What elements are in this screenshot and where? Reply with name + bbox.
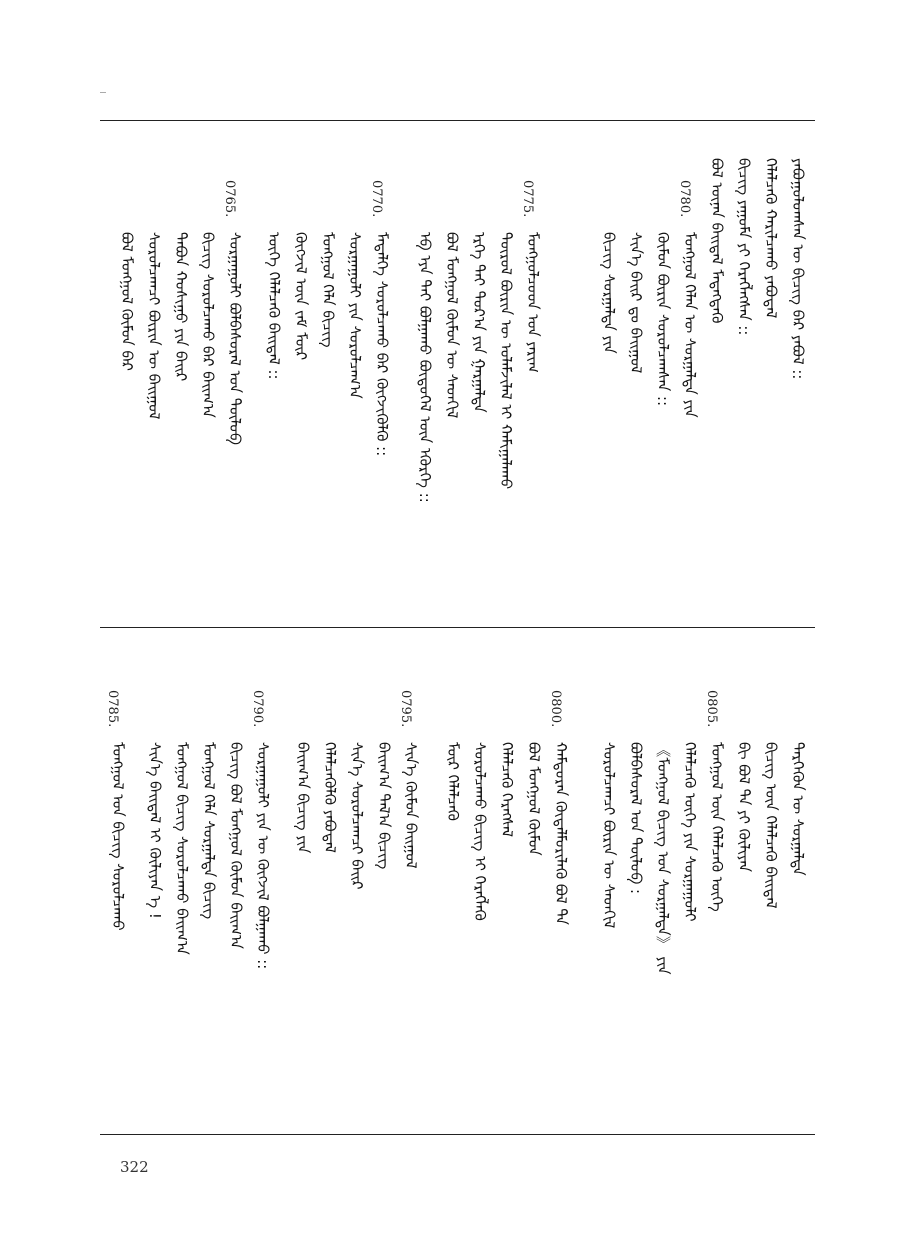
text-column: ᠮᠣᠩᠭᠣᠯ ᠪᠢᠴᠢᠭ᠌ ᠰᠤᠷᠤᠯᠴᠠᠬᠤ ᠪᠠᠢᠭ᠎ᠠ bbox=[173, 742, 191, 955]
text-column: ᠪᠢᠴᠢᠭ᠌ ᠰᠤᠷᠤᠯᠴᠠᠬᠤ ᠪᠠᠷ ᠪᠠᠢᠭ᠎ᠠ bbox=[199, 232, 217, 418]
text-column: ᠬᠡᠯᠡᠯᠴᠡᠬᠦ ᠬᠡᠷᠡᠭᠰᠡᠯ bbox=[498, 742, 516, 838]
text-column: ᠰᠤᠷᠭᠠᠭᠤᠯᠢ ᠶᠢᠨ ᠰᠤᠷᠤᠯᠴᠠᠭ᠎ᠠ bbox=[346, 232, 364, 399]
text-column: 《ᠮᠣᠩᠭᠣᠯ ᠪᠢᠴᠢᠭ᠌ ᠤᠨ ᠰᠤᠷᠭᠠᠯᠲᠠ》 ᠶᠢᠨ bbox=[654, 742, 672, 975]
text-column: ᠮᠥᠷ ᠬᠡᠯᠡᠯᠴᠡᠬᠦ bbox=[444, 742, 462, 821]
text-column: ᠰᠤᠷᠭᠠᠭᠤᠯᠢ ᠪᠣᠯᠪᠠᠰᠤᠷᠠᠯ ᠤᠨ ᠲᠥᠯᠥᠪ bbox=[226, 232, 244, 445]
text-column: ᠪᠣᠯ ᠮᠣᠩᠭᠣᠯ ᠬᠦᠮᠦᠨ ᠪᠠᠷ bbox=[118, 232, 136, 371]
line-number: 0795. bbox=[398, 690, 413, 728]
text-column: ᠪᠠᠢᠭ᠎ᠠ ᠲᠠᠯ᠎ᠠ ᠪᠢᠴᠢᠭ bbox=[375, 742, 393, 870]
text-column: ᠪᠠᠢᠭ᠎ᠠ ᠪᠢᠴᠢᠭ᠌ ᠶᠢᠨ bbox=[294, 742, 312, 854]
text-column: ᠮᠣᠩᠭᠣᠯ ᠦᠨ ᠬᠡᠯᠡᠯᠴᠡᠬᠦ ᠦᠭᠡ bbox=[708, 742, 726, 912]
text-column: ᠶᠠᠪᠤᠭᠤᠯᠤᠭᠰᠠᠨ ᠦ ᠪᠢᠴᠢᠭ᠌ ᠪᠡᠷ ᠶᠠᠪᠤᠯ :: bbox=[789, 158, 807, 380]
text-column: ᠬᠠᠮᠲᠤᠷᠠᠨ ᠬᠥᠳᠡᠯᠮᠦᠷᠢᠯᠡᠬᠦ ᠪᠣᠯ ᠲᠠ bbox=[552, 742, 570, 925]
text-column: ᠪᠣᠯ ᠮᠣᠩᠭᠣᠯ ᠬᠦᠮᠦᠨ ᠦ ᠰᠡᠳᠬᠢᠯ bbox=[443, 232, 461, 419]
text-column: ᠰᠤᠷᠤᠯᠴᠠᠭᠴᠢ ᠪᠦᠷᠢᠨ ᠦ ᠪᠠᠢᠭᠤᠯ bbox=[145, 232, 163, 420]
text-column: ᠬᠡᠯᠡᠯᠴᠡᠬᠦ ᠦᠭᠡ ᠶᠢᠨ ᠰᠤᠷᠭᠠᠭᠤᠯᠢ bbox=[681, 742, 699, 922]
page-number: 322 bbox=[120, 1158, 149, 1176]
text-column: ᠰᠤᠷᠤᠯᠴᠠᠬᠤ ᠪᠢᠴᠢᠭ᠌ ᠢ ᠬᠡᠷᠡᠭᠯᠡᠬᠦ bbox=[471, 742, 489, 921]
text-column: ᠪᠣᠯᠪᠠᠰᠤᠷᠠᠯ ᠤᠨ ᠲᠥᠯᠥᠪ : bbox=[627, 742, 645, 895]
text-column: ᠪᠢᠴᠢᠭ᠌ ᠶᠠᠭᠤᠮᠠ ᠶᠢ ᠬᠡᠷᠡᠭᠯᠡᠭᠰᠡᠨ :: bbox=[735, 158, 753, 336]
text-column: ᠮᠡᠳᠡᠯᠭᠡ ᠰᠤᠷᠤᠯᠴᠠᠬᠤ ᠪᠠᠷ ᠬᠥᠭᠵᠢᠭᠦᠯᠬᠦ :: bbox=[373, 232, 391, 457]
text-column: ᠬᠦᠮᠦᠨ ᠪᠦᠷᠢᠨ ᠰᠤᠷᠤᠯᠴᠠᠭᠰᠠᠨ :: bbox=[654, 232, 672, 407]
text-column: ᠮᠣᠩᠭᠣᠯᠴᠤᠳ ᠤᠨ ᠶᠠᠷᠢᠭ bbox=[524, 232, 542, 373]
text-column: ᠬᠥᠭᠵᠢᠯ ᠦᠨ ᠵᠠᠮ ᠮᠥᠷ bbox=[292, 232, 310, 361]
text-column: ᠮᠣᠩᠭᠣᠯ ᠬᠡᠯᠡᠨ ᠦ ᠰᠤᠷᠭᠠᠯᠲᠠ ᠶᠢᠨ bbox=[681, 232, 699, 418]
text-column: ᠰᠢᠨ᠎ᠡ ᠬᠦᠮᠦᠨ ᠪᠠᠢᠭᠤᠯ bbox=[402, 742, 420, 869]
text-column: ᠰᠢᠨ᠎ᠡ ᠪᠠᠢᠷ ᠳᠤ ᠪᠠᠢᠭᠤᠯ bbox=[627, 232, 645, 374]
text-column: ᠪᠣᠯ ᠦᠨᠡᠨ ᠪᠠᠢᠳᠠᠯ ᠮᠡᠳᠡᠭᠳᠡᠬᠦ bbox=[708, 158, 726, 324]
line-number: 0785. bbox=[105, 690, 120, 728]
text-column: ᠲᠠᠪᠤᠨ ᠬᠣᠰᠢᠭᠤ ᠶᠢᠨ ᠪᠠᠢᠷ bbox=[172, 232, 190, 382]
text-column: ᠲᠡᠷᠭᠡᠭᠦᠨ ᠦ ᠰᠤᠷᠭᠠᠯᠲᠠ bbox=[789, 742, 807, 876]
corner-tick bbox=[100, 92, 106, 93]
text-column: ᠮᠣᠩᠭᠣᠯ ᠬᠡᠯᠡ ᠪᠢᠴᠢᠭ bbox=[319, 232, 337, 348]
line-number: 0790. bbox=[250, 690, 265, 728]
text-column: ᠲᠥᠷᠥᠯ ᠪᠦᠷᠢᠨ ᠦ ᠤᠯᠠᠮᠵᠢᠯᠠᠯ ᠢ ᠬᠠᠮᠢᠭᠠᠯᠠᠬᠤ bbox=[497, 232, 515, 490]
top-rule bbox=[100, 120, 815, 121]
text-column: ᠡᠪ ᠡᠶᠡ ᠲᠠᠢ ᠪᠣᠯᠭᠠᠬᠤ ᠪᠦᠲᠦᠭᠡᠯ ᠦᠨ ᠡᠭᠦᠷᠭᠡ :: bbox=[416, 232, 434, 503]
middle-rule bbox=[100, 627, 815, 628]
text-column: ᠪᠢᠴᠢᠭ᠌ ᠰᠤᠷᠭᠠᠯᠲᠠ ᠶᠢᠨ bbox=[600, 232, 618, 354]
text-column: ᠦᠭᠡ ᠬᠡᠯᠡᠯᠴᠡᠬᠦ ᠪᠠᠢᠳᠠᠯ :: bbox=[265, 232, 283, 380]
text-column: ᠰᠤᠷᠤᠯᠴᠠᠭᠴᠢ ᠪᠦᠷᠢᠨ ᠦ ᠰᠡᠳᠬᠢᠯ bbox=[600, 742, 618, 929]
text-column: ᠮᠣᠩᠭᠣᠯ ᠬᠡᠯᠡ ᠰᠤᠷᠭᠠᠯᠲᠠ ᠪᠢᠴᠢᠭ bbox=[200, 742, 218, 920]
line-number: 0780. bbox=[677, 180, 692, 218]
line-number: 0775. bbox=[520, 180, 535, 218]
text-column: ᠪᠣᠯ ᠮᠣᠩᠭᠣᠯ ᠬᠦᠮᠦᠨ bbox=[525, 742, 543, 856]
text-column: ᠬᠡᠯᠡᠯᠴᠡᠭᠦᠯᠬᠦ ᠶᠠᠪᠤᠳᠠᠯ bbox=[321, 742, 339, 853]
text-column: ᠪᠢᠴᠢᠭ᠌ ᠪᠣᠯ ᠮᠣᠩᠭᠣᠯ ᠬᠦᠮᠦᠨ ᠪᠠᠢᠭ᠎ᠠ bbox=[227, 742, 245, 949]
text-column: ᠬᠡᠯᠡᠯᠴᠡᠬᠦ ᠬᠠᠷᠢᠯᠴᠠᠬᠤ ᠶᠠᠪᠤᠳᠠᠯ bbox=[762, 158, 780, 319]
line-number: 0800. bbox=[548, 690, 563, 728]
text-column: ᠮᠣᠩᠭᠣᠯ ᠤᠨ ᠪᠢᠴᠢᠭ᠌ ᠰᠤᠷᠤᠯᠴᠠᠬᠤ bbox=[109, 742, 127, 931]
line-number: 0770. bbox=[369, 180, 384, 218]
text-column: ᠪᠢ ᠪᠣᠯ ᠲᠠ ᠶᠢ ᠬᠦᠯᠢᠶᠡᠨ bbox=[735, 742, 753, 873]
text-column: ᠪᠢᠴᠢᠭ᠌ ᠦᠨ ᠬᠡᠯᠡᠯᠴᠡᠬᠦ ᠪᠠᠢᠳᠠᠯ bbox=[762, 742, 780, 909]
text-column: ᠰᠢᠨ᠎ᠡ ᠪᠠᠢᠳᠠᠯ ᠢ ᠬᠦᠯᠢᠶᠡᠨ ᠡ ! bbox=[146, 742, 164, 919]
text-column: ᠰᠤᠷᠭᠠᠭᠤᠯᠢ ᠶᠢᠨ ᠦ ᠬᠥᠭᠵᠢᠯ ᠪᠣᠯᠭᠠᠬᠤ :: bbox=[254, 742, 272, 970]
line-number: 0805. bbox=[704, 690, 719, 728]
text-column: ᠰᠢᠨ᠎ᠡ ᠰᠤᠷᠤᠯᠴᠠᠭᠴᠢ ᠪᠠᠢᠷ bbox=[348, 742, 366, 890]
text-column: ᠡᠷᠬᠡ ᠲᠡᠢ ᠳᠤᠷ᠎ᠠ ᠶᠢᠨ ᠭᠠᠷᠭᠠᠯᠲᠠ bbox=[470, 232, 488, 413]
line-number: 0765. bbox=[222, 180, 237, 218]
bottom-rule bbox=[100, 1134, 815, 1135]
